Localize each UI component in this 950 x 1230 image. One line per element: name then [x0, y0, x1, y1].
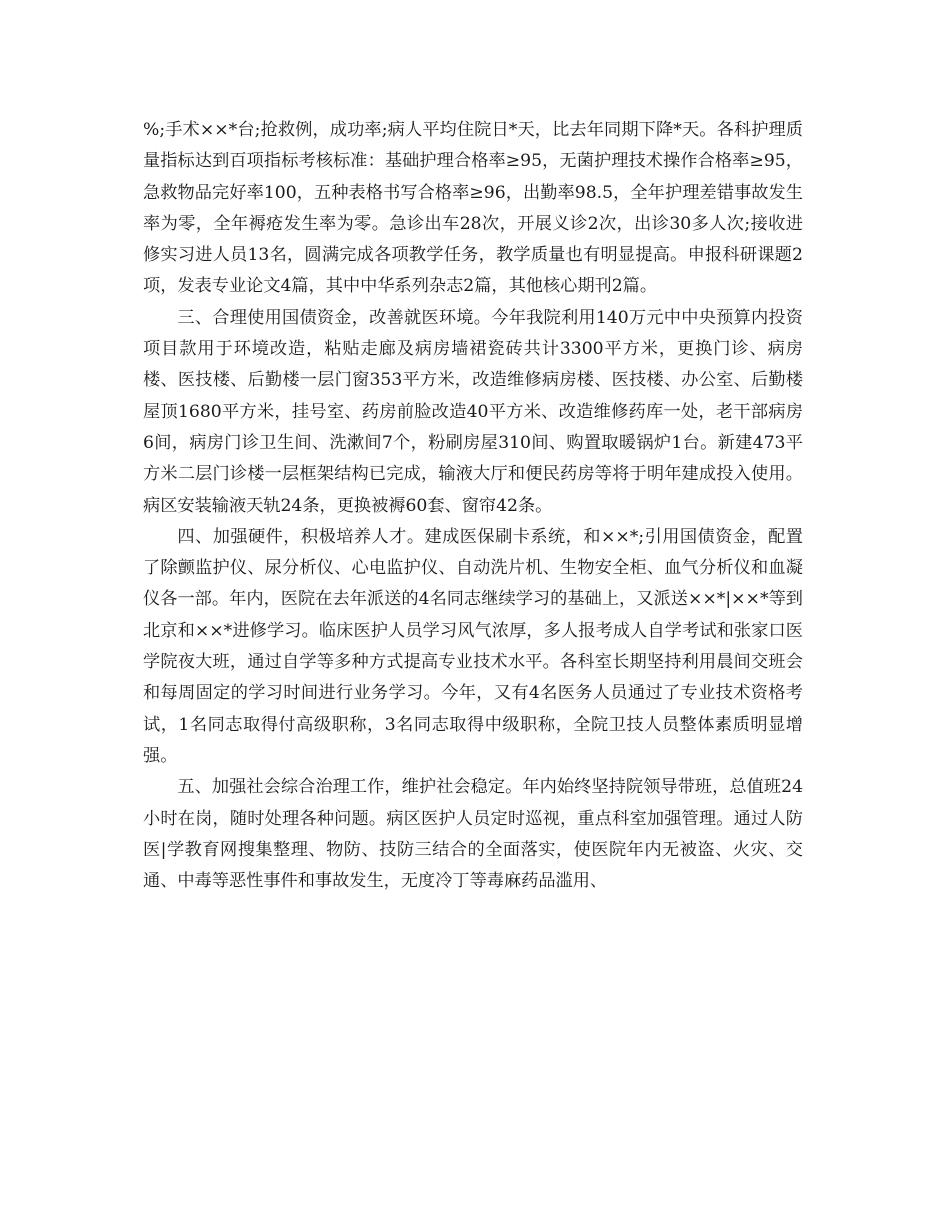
paragraph-section-four: 四、加强硬件，积极培养人才。建成医保刷卡系统，和××*;引用国债资金，配置了除颤监护仪、尿分析仪、心电监护仪、自动洗片机、生物安全柜、血气分析仪和血凝仪各一部。年内，医院在去年派送的4名同志继续学习的基础上，又派送××*|××*等到北京和××*进修学习。临床医护人员学习风气浓厚，多人报考成人自学考试和张家口医学院夜大班，通过自学等多种方式提高专业技术水平。各科室长期坚持利用晨间交班会和每周固定的学习时间进行业务学习。今年，又有4名医务人员通过了专业技术资格考试，1名同志取得付高级职称，3名同志取得中级职称，全院卫技人员整体素质明显增强。 — [143, 526, 803, 766]
paragraph-statistics: %;手术××*台;抢救例，成功率;病人平均住院日*天，比去年同期下降*天。各科护理质量指标达到百项指标考核标准：基础护理合格率≥95，无菌护理技术操作合格率≥95，急救物品完好率100，五种表格书写合格率≥96，出勤率98.5，全年护理差错事故发生率为零，全年褥疮发生率为零。急诊出车28次，开展义诊2次，出诊30多人次;接收进修实习进人员13名，圆满完成各项教学任务，教学质量也有明显提高。申报科研课题2项，发表专业论文4篇，其中中华系列杂志2篇，其他核心期刊2篇。 — [143, 120, 803, 297]
paragraph-section-three: 三、合理使用国债资金，改善就医环境。今年我院利用140万元中中央预算内投资项目款用于环境改造，粘贴走廊及病房墙裙瓷砖共计3300平方米，更换门诊、病房楼、医技楼、后勤楼一层门窗353平方米，改造维修病房楼、医技楼、办公室、后勤楼屋顶1680平方米，挂号室、药房前脸改造40平方米、改造维修药库一处，老干部病房6间，病房门诊卫生间、洗漱间7个，粉刷房屋310间、购置取暖锅炉1台。新建473平方米二层门诊楼一层框架结构已完成，输液大厅和便民药房等将于明年建成投入使用。病区安装输液天轨24条，更换被褥60套、窗帘42条。 — [143, 307, 803, 516]
document-page — [143, 115, 803, 897]
paragraph-section-five: 五、加强社会综合治理工作，维护社会稳定。年内始终坚持院领导带班，总值班24小时在岗，随时处理各种问题。病区医护人员定时巡视，重点科室加强管理。通过人防医|学教育网搜集整理、物防、技防三结合的全面落实，使医院年内无被盗、火灾、交通、中毒等恶性事件和事故发生，无度冷丁等毒麻药品滥用、 — [143, 777, 803, 892]
